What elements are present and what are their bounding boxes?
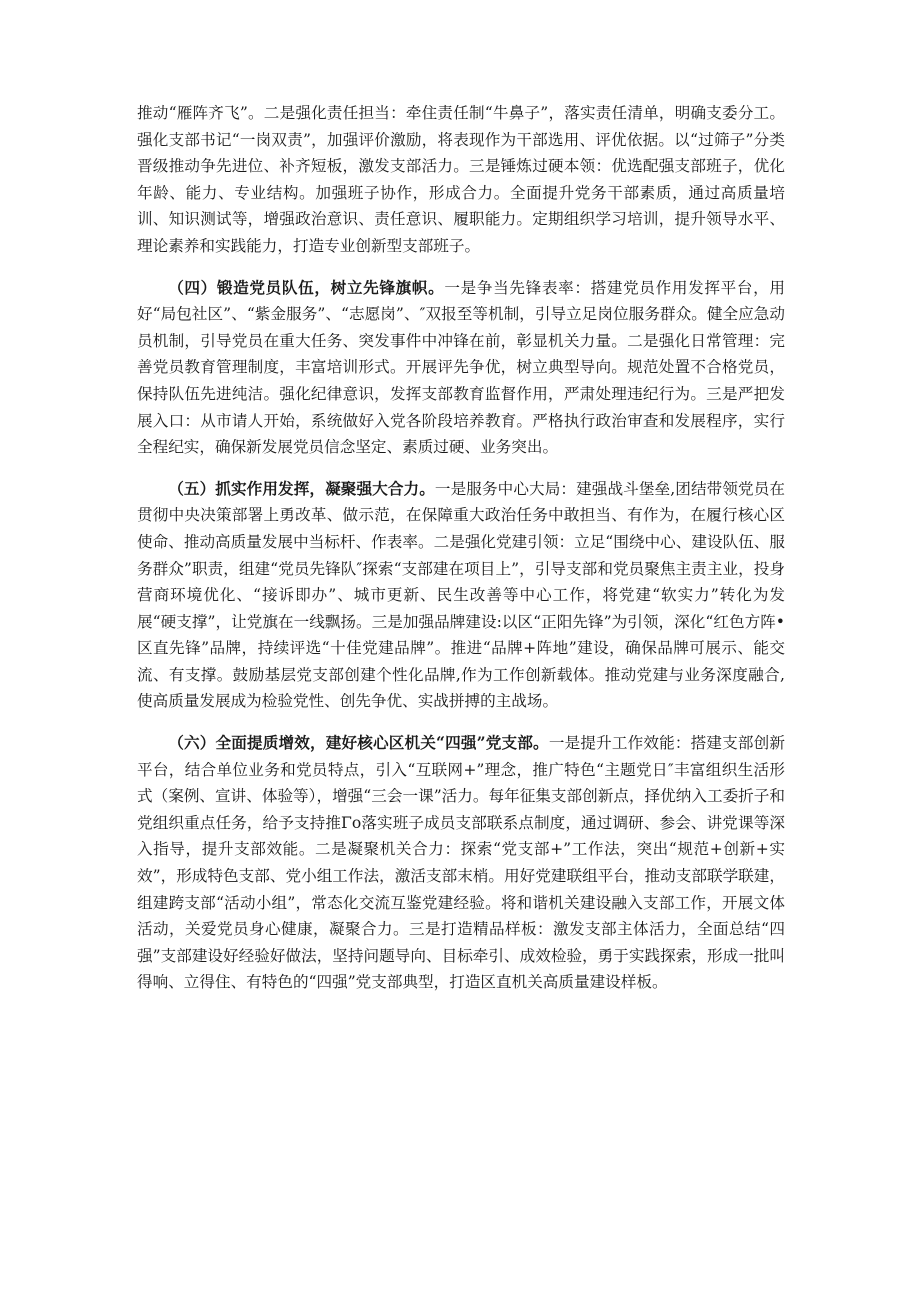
paragraph-body: 一是提升工作效能：搭建支部创新平台，结合单位业务和党员特点，引入“互联网+”理念，推广特色“主题党日″丰富组织生活形式（案例、宣讲、体验等），增强“三会一课”活力。每年征集支部创新点，择优纳入工委折子和党组织重点任务，给予支持推Γo落实班子成员支部联系点制度，通过调研、参会、讲党课等深入指导，提升支部效能。二是凝聚机关合力：探索“党支部+”工作法，突出“规范+创新+实效”，形成特色支部、党小组工作法，激活支部末梢。用好党建联组平台，推动支部联学联建，组建跨支部“活动小组”，常态化交流互鉴党建经验。将和谐机关建设融入支部工作，开展文体活动，关爱党员身心健康，凝聚合力。三是打造精品样板：激发支部主体活力，全面总结“四强”支部建设好经验好做法，坚持问题导向、目标牵引、成效检验，勇于实践探索，形成一批叫得响、立得住、有特色的“四强”党支部典型，打造区直机关高质量建设样板。	[137, 734, 785, 992]
paragraph-body: 一是服务中心大局：建强战斗堡垒,团结带领党员在贯彻中央决策部署上勇改革、做示范，在保障重大政治任务中敢担当、有作为，在履行核心区使命、推动高质量发展中当标杆、作表率。二是强化党建引领：立足“围绕中心、建设队伍、服务群众”职责，组建“党员先锋队″探索“支部建在项目上”，引导支部和党员聚焦主责主业，投身营商环境优化、“接诉即办”、城市更新、民生改善等中心工作，将党建“软实力”转化为发展“硬支撑”，让党旗在一线飘扬。三是加强品牌建设:以区“正阳先锋”为引领，深化“红色方阵•区直先锋”品牌，持续评选“十佳党建品牌”。推进“品牌+阵地”建设，确保品牌可展示、能交流、有支撑。鼓励基层党支部创建个性化品牌,作为工作创新载体。推动党建与业务深度融合,使高质量发展成为检验党性、创先争优、实战拼搏的主战场。	[137, 479, 785, 711]
paragraph-section-5	[137, 476, 785, 715]
section-heading: （四）锻造党员队伍，树立先锋旗帜。	[168, 277, 445, 297]
section-heading: （五）抓实作用发挥，凝聚强大合力。	[168, 478, 435, 498]
paragraph-body: 一是争当先锋表率：搭建党员作用发挥平台，用好“局包社区”、“紫金服务”、“志愿岗”、″双报至等机制，引导立足岗位服务群众。健全应急动员机制，引导党员在重大任务、突发事件中冲锋在前，彰显机关力量。二是强化日常管理：完善党员教育管理制度，丰富培训形式。开展评先争优，树立典型导向。规范处置不合格党员，保持队伍先进纯洁。强化纪律意识，发挥支部教育监督作用，严肃处理违纪行为。三是严把发展入口：从市请人开始，系统做好入党各阶段培养教育。严格执行政治审查和发展程序，实行全程纪实，确保新发展党员信念坚定、素质过硬、业务突出。	[137, 278, 785, 457]
document-page	[137, 100, 785, 1011]
paragraph-body: 推动“雁阵齐飞”。二是强化责任担当：牵住责任制“牛鼻子”，落实责任清单，明确支委分工。强化支部书记“一岗双责”，加强评价激励，将表现作为干部选用、评优依据。以“过筛子”分类晋级推动争先进位、补齐短板，激发支部活力。三是锤炼过硬本领：优选配强支部班子，优化年龄、能力、专业结构。加强班子协作，形成合力。全面提升党务干部素质，通过高质量培训、知识测试等，增强政治意识、责任意识、履职能力。定期组织学习培训，提升领导水平、理论素养和实践能力，打造专业创新型支部班子。	[137, 104, 785, 255]
section-heading: （六）全面提质增效，建好核心区机关“四强”党支部。	[168, 733, 549, 753]
paragraph-section-6	[137, 730, 785, 996]
paragraph-section-4	[137, 275, 785, 461]
paragraph-continuation	[137, 100, 785, 260]
